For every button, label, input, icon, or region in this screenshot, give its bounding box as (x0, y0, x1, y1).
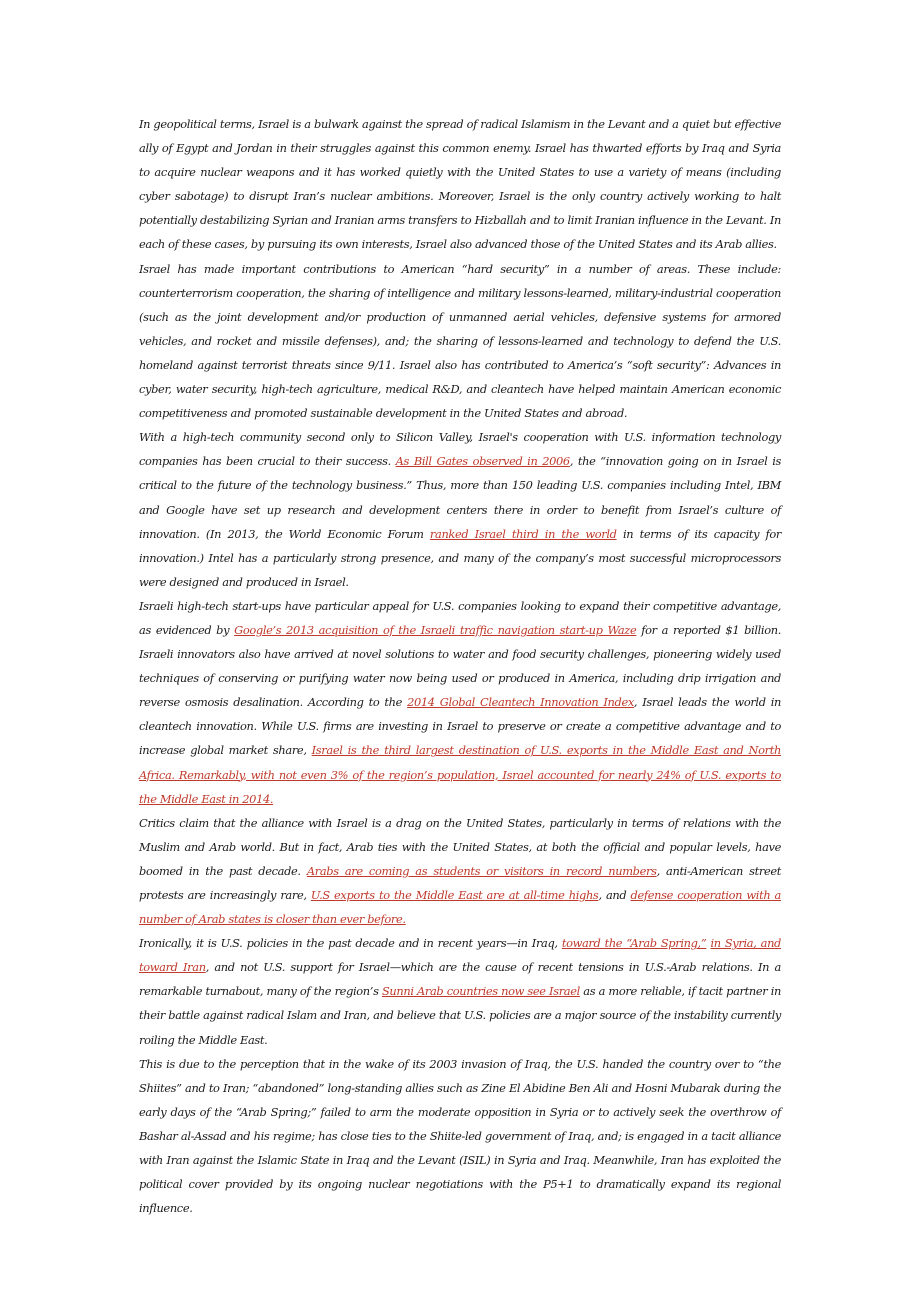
paragraph-text: in terms of its capacity for innovation.) Intel has a particularly strong presence, and many of the company’s most successful microprocessors were designed and produced in Israel. (139, 526, 781, 589)
paragraph-text: , and (205, 960, 241, 975)
paragraph (139, 1052, 781, 1221)
paragraph-text: Israel has made important contributions to American “hard security” in a number of areas. These include: counterterrorism cooperation, the sharing of intelligence and military lessons-learned, military-industrial cooperation (such as the joint development and/or production of unmanned aerial vehicles, defensive systems for armored vehicles, and rocket and missile defenses), and; the sharing of lessons-learned and technology to defend the U.S. homeland against terrorist threats since 9/11. Israel also has contributed to America’s “soft security”: Advances in cyber, water security, high-tech agriculture, medical R&D, and cleantech have helped maintain American economic competitiveness and promoted sustainable development in the United States and abroad. (139, 261, 781, 421)
paragraph (139, 112, 781, 257)
inline-link[interactable]: 2014 Global Cleantech Innovation Index (407, 695, 634, 710)
inline-link[interactable]: toward the “Arab Spring,” (561, 936, 707, 951)
inline-link[interactable]: in Syria, and toward Iran (139, 936, 782, 975)
inline-link[interactable]: U.S exports to the Middle East are at all-time highs (310, 888, 599, 902)
paragraph-text: This is due to the perception that in the wake of its 2003 invasion of Iraq, the U.S. handed the country over to “the Shiites” and to Iran; “abandoned” long-standing allies such as Zine El Abidine Ben Ali and Hosni Mubarak during the early days of the “Arab Spring;” failed to arm the moderate opposition in Syria or to actively seek the overthrow of Bashar al-Assad and his regime; has close ties to the Shiite-led government of Iraq, and; is engaged in a tacit alliance with Iran against the Islamic State in Iraq and the Levant (ISIL) in Syria and Iraq. Meanwhile, Iran has exploited the political cover provided by its ongoing nuclear negotiations with the P5+1 to dramatically expand its regional influence. (139, 1056, 781, 1216)
inline-link[interactable]: Google’s 2013 acquisition of the Israeli traffic navigation start-up Waze (234, 622, 637, 637)
inline-link[interactable]: Arabs are coming as students or visitors in record numbers (306, 863, 657, 878)
paragraph (139, 931, 781, 1051)
paragraph (139, 257, 781, 426)
inline-link[interactable]: Sunni Arab countries now see Israel (381, 984, 580, 999)
paragraph (139, 811, 781, 931)
paragraph-text: Ironically, it is U.S. policies in the past decade and in recent years—in Iraq, (139, 936, 562, 951)
inline-link[interactable]: Israel is the third largest destination of U.S. exports in the Middle East and North Africa. Remarkably, with not even 3% of the region’s population, Israel accounted for nearly 24% of U.S. exports to the Middle East in 2014. (139, 743, 781, 806)
inline-link[interactable]: As Bill Gates observed in 2006 (395, 454, 570, 469)
inline-link[interactable]: ranked Israel third in the world (429, 526, 617, 541)
paragraph-text: With a high-tech community second only to Silicon Valley, Israel's cooperation with U.S. information technology companies has been crucial to their success. (139, 430, 781, 469)
document-body (139, 112, 781, 1220)
paragraph-text: , and (598, 888, 631, 902)
paragraph-text: U.S. support for Israel—which are the cause of recent tensions in U.S.-Arab relations. In a remarkable turnabout, many of the region’s (139, 960, 781, 999)
paragraph-text: Critics claim that the alliance with Israel is a drag on the United States, particularly in terms of relations with the Muslim and Arab world. But in fact, Arab ties with the United States, at both the official and popular levels, have boomed in the past decade. (139, 815, 781, 878)
paragraph (139, 594, 781, 811)
inline-link[interactable]: defense cooperation with a number of Arab states is closer than ever before. (139, 888, 781, 927)
emphasis-text: not (240, 960, 258, 975)
paragraph (139, 425, 781, 594)
paragraph-text: Israeli high-tech start-ups have particular appeal for U.S. companies looking to expand their competitive advantage, as evidenced by (139, 598, 781, 637)
paragraph-text: , Israel leads the world in cleantech innovation. While U.S. firms are investing in Israel to preserve or create a competitive advantage and to increase global market share, (139, 695, 781, 758)
paragraph-text: In geopolitical terms, Israel is a bulwark against the spread of radical Islamism in the Levant and a quiet but effective ally of Egypt and Jordan in their struggles against this common enemy. Israel has thwarted efforts by Iraq and Syria to acquire nuclear weapons and it has worked quietly with the United States to use a variety of means (including cyber sabotage) to disrupt Iran’s nuclear ambitions. Moreover, Israel is the only country actively working to halt potentially destabilizing Syrian and Iranian arms transfers to Hizballah and to limit Iranian influence in the Levant. In each of these cases, by pursuing its own interests, Israel also advanced those of the United States and its Arab allies. (139, 117, 781, 252)
paragraph-text: , the “innovation going on in Israel is critical to the future of the technology business.” Thus, more than 150 leading U.S. companies including Intel, IBM and Google have set up research and development centers there in order to benefit from Israel’s culture of innovation. (In 2013, the World Economic Forum (139, 454, 781, 541)
paragraph-text: for a reported $1 billion. Israeli innovators also have arrived at novel solutions to water and food security challenges, pioneering widely used techniques of conserving or purifying water now being used or produced in America, including drip irrigation and reverse osmosis desalination. According to the (139, 622, 781, 710)
paragraph-text: as a more reliable, if tacit partner in their battle against radical Islam and Iran, and believe that U.S. policies are a major source of the instability currently roiling the Middle East. (139, 984, 781, 1047)
paragraph-text: , anti-American street protests are increasingly rare, (139, 863, 782, 902)
